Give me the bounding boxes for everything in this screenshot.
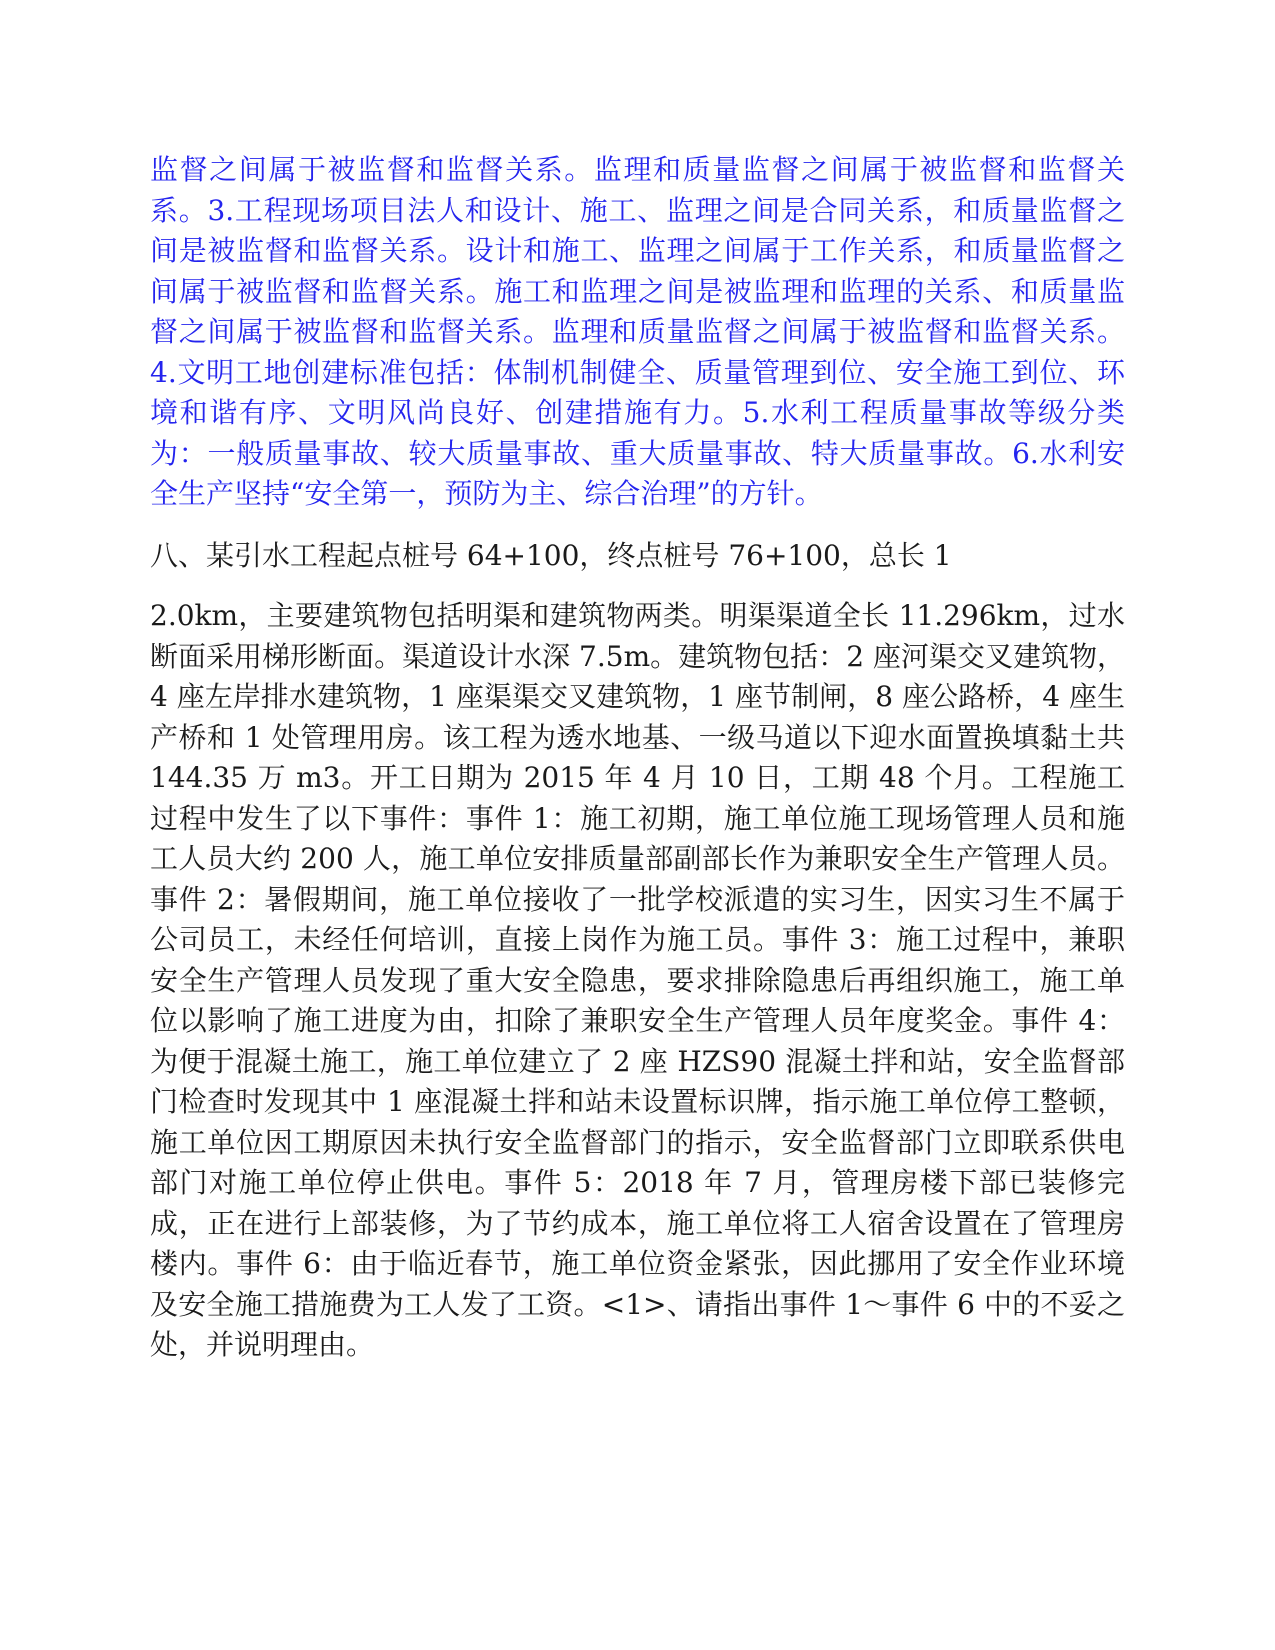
question-body: 2.0km，主要建筑物包括明渠和建筑物两类。明渠渠道全长 11.296km，过水断面采用梯形断面。渠道设计水深 7.5m。建筑物包括：2 座河渠交叉建筑物，4 座左岸排水建筑物，1 座渠渠交叉建筑物，1 座节制闸，8 座公路桥，4 座生产桥和 1 处管理用房。该工程为透水地基、一级马道以下迎水面置换填黏土共 144.35 万 m3。开工日期为 2015 年 4 月 10 日，工期 48 个月。工程施工过程中发生了以下事件：事件 1：施工初期，施工单位施工现场管理人员和施工人员大约 200 人，施工单位安排质量部副部长作为兼职安全生产管理人员。事件 2：暑假期间，施工单位接收了一批学校派遣的实习生，因实习生不属于公司员工，未经任何培训，直接上岗作为施工员。事件 3：施工过程中，兼职安全生产管理人员发现了重大安全隐患，要求排除隐患后再组织施工，施工单位以影响了施工进度为由，扣除了兼职安全生产管理人员年度奖金。事件 4：为便于混凝土施工，施工单位建立了 2 座 HZS90 混凝土拌和站，安全监督部门检查时发现其中 1 座混凝土拌和站未设置标识牌，指示施工单位停工整顿，施工单位因工期原因未执行安全监督部门的指示，安全监督部门立即联系供电部门对施工单位停止供电。事件 5：2018 年 7 月，管理房楼下部已装修完成，正在进行上部装修，为了节约成本，施工单位将工人宿舍设置在了管理房楼内。事件 6：由于临近春节，施工单位资金紧张，因此挪用了安全作业环境及安全施工措施费为工人发了工资。<1>、请指出事件 1～事件 6 中的不妥之处，并说明理由。	[150, 599, 1125, 1361]
document-page	[150, 150, 1125, 1366]
question-heading: 八、某引水工程起点桩号 64+100，终点桩号 76+100，总长 1	[150, 538, 952, 572]
answer-paragraph: 监督之间属于被监督和监督关系。监理和质量监督之间属于被监督和监督关系。3.工程现场项目法人和设计、施工、监理之间是合同关系，和质量监督之间是被监督和监督关系。设计和施工、监理之间属于工作关系，和质量监督之间属于被监督和监督关系。施工和监理之间是被监理和监理的关系、和质量监督之间属于被监督和监督关系。监理和质量监督之间属于被监督和监督关系。4.文明工地创建标准包括：体制机制健全、质量管理到位、安全施工到位、环境和谐有序、文明风尚良好、创建措施有力。5.水利工程质量事故等级分类为：一般质量事故、较大质量事故、重大质量事故、特大质量事故。6.水利安全生产坚持“安全第一，预防为主、综合治理”的方针。	[150, 153, 1125, 510]
